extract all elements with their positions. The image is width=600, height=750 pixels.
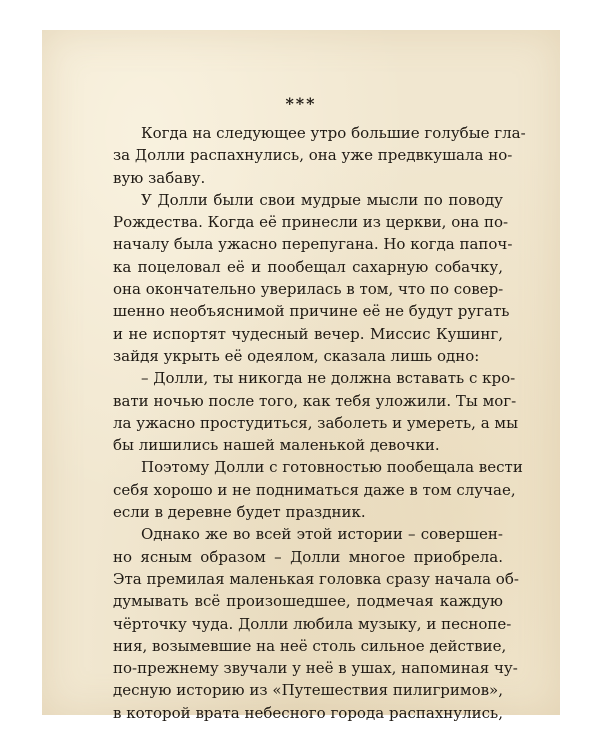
text-line: Эта премилая маленькая головка сразу начала об-: [113, 569, 519, 588]
paragraph: [113, 122, 526, 189]
text-line: думывать всё произошедшее, подмечая каждую: [113, 592, 503, 611]
text-line: но ясным образом – Долли многое приобрела.: [113, 547, 503, 566]
text-line: Рождества. Когда её принесли из церкви, она по-: [113, 213, 509, 232]
text-line: началу была ужасно перепугана. Но когда папоч-: [113, 235, 513, 254]
text-line: в которой врата небесного города распахнулись,: [113, 703, 503, 722]
text-line: У Долли были свои мудрые мысли по поводу: [141, 190, 503, 209]
text-line: и не испортят чудесный вечер. Миссис Кушинг,: [113, 324, 503, 343]
book-page: [42, 30, 560, 722]
paragraph: [113, 523, 519, 724]
text-line: себя хорошо и не подниматься даже в том случае,: [113, 480, 516, 499]
text-line: Когда на следующее утро большие голубые гла-: [141, 124, 526, 142]
text-line: бы лишились нашей маленькой девочки.: [113, 436, 440, 455]
text-line: за Долли распахнулись, она уже предвкушала но-: [113, 146, 513, 165]
text-line: ка поцеловал её и пообещал сахарную собачку,: [113, 257, 503, 276]
text-line: Поэтому Долли с готовностью пообещала вести: [141, 458, 523, 477]
text-line: ния, возымевшие на неё столь сильное действие,: [113, 636, 507, 655]
text-line: вую забаву.: [113, 168, 206, 187]
text-line: если в деревне будет праздник.: [113, 503, 366, 522]
text-line: десную историю из «Путешествия пилигримов»,: [113, 681, 503, 700]
text-line: чёрточку чуда. Долли любила музыку, и песнопе-: [113, 614, 512, 633]
text-line: ла ужасно простудиться, заболеть и умереть, а мы: [113, 413, 519, 432]
paragraph: [113, 456, 523, 523]
text-line: по-прежнему звучали у неё в ушах, напоминая чу-: [113, 659, 518, 678]
paragraph: [113, 189, 513, 367]
paragraph: [113, 367, 519, 456]
section-separator: ***: [285, 94, 317, 113]
body-text: [113, 122, 526, 724]
text-line: вати ночью после того, как тебя уложили. Ты мог-: [113, 391, 517, 410]
text-line: Однако же во всей этой истории – совершен-: [141, 525, 503, 544]
text-line: зайдя укрыть её одеялом, сказала лишь одно:: [113, 346, 480, 365]
text-line: она окончательно уверилась в том, что по совер-: [113, 280, 504, 299]
text-line: шенно необъяснимой причине её не будут ругать: [113, 302, 510, 321]
text-line: – Долли, ты никогда не должна вставать с кро-: [141, 369, 516, 388]
